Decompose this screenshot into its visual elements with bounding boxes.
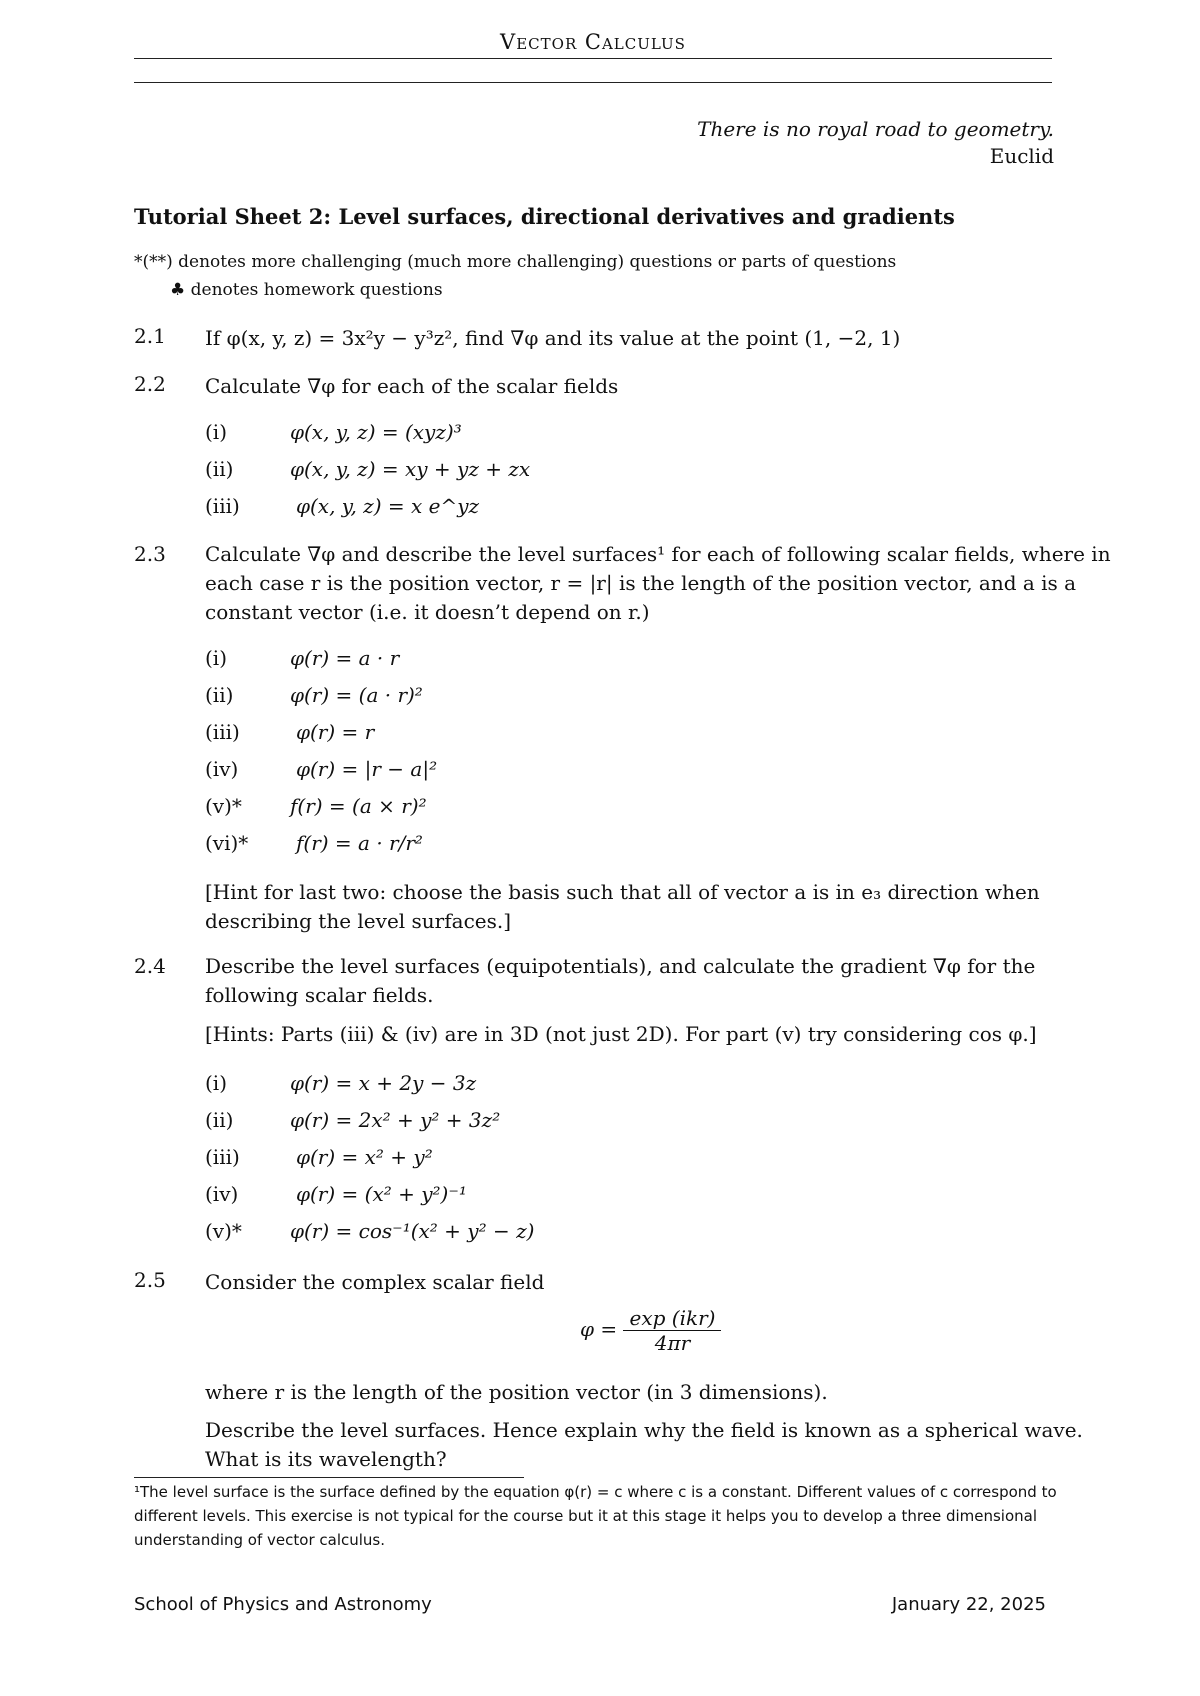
part-label: (ii) bbox=[205, 1108, 234, 1132]
legend-homework-text: denotes homework questions bbox=[190, 280, 443, 300]
question-text: Calculate ∇φ for each of the scalar fields bbox=[205, 374, 619, 398]
question-number: 2.3 bbox=[134, 542, 166, 566]
part-label: (vi)* bbox=[205, 831, 249, 855]
part-label: (iii) bbox=[205, 494, 240, 518]
part-label: (iv) bbox=[205, 1182, 239, 1206]
part-expression: φ(x, y, z) = (xyz)³ bbox=[290, 420, 462, 444]
formula-lhs: φ = bbox=[580, 1317, 618, 1341]
epigraph bbox=[697, 116, 1054, 170]
part-expression: φ(r) = r bbox=[296, 720, 375, 744]
formula-denominator: 4πr bbox=[654, 1331, 691, 1355]
part-label: (i) bbox=[205, 646, 228, 670]
part-expression: φ(r) = 2x² + y² + 3z² bbox=[290, 1108, 501, 1132]
question-number: 2.1 bbox=[134, 324, 166, 348]
part-expression: f(r) = (a × r)² bbox=[290, 794, 427, 818]
formula-fraction bbox=[623, 1306, 721, 1355]
part-label: (ii) bbox=[205, 683, 234, 707]
footnote: ¹The level surface is the surface defined by the equation φ(r) = c where c is a constant. Different values of c correspond to different levels. This exercise is not typical for the course but it at this stage it helps you to develop a three dimensional understanding of vector calculus. bbox=[134, 1483, 1057, 1549]
part-expression: φ(r) = x + 2y − 3z bbox=[290, 1071, 477, 1095]
club-icon: ♣ bbox=[170, 280, 186, 300]
question-text: Describe the level surfaces (equipotentials), and calculate the gradient ∇φ for the following scalar fields. bbox=[205, 954, 1036, 1007]
header-rule-top bbox=[134, 58, 1052, 59]
sheet-title: Tutorial Sheet 2: Level surfaces, directional derivatives and gradients bbox=[134, 204, 955, 229]
part-expression: φ(r) = cos⁻¹(x² + y² − z) bbox=[290, 1219, 535, 1243]
part-expression: φ(r) = a · r bbox=[290, 646, 400, 670]
footer-institution: School of Physics and Astronomy bbox=[134, 1594, 432, 1615]
epigraph-quote: There is no royal road to geometry. bbox=[697, 117, 1054, 141]
question-text-continued: Describe the level surfaces. Hence explain why the field is known as a spherical wave. What is its wavelength? bbox=[205, 1418, 1083, 1471]
question-text: If φ(x, y, z) = 3x²y − y³z², find ∇φ and its value at the point (1, −2, 1) bbox=[205, 326, 901, 350]
question-hint: [Hints: Parts (iii) & (iv) are in 3D (not just 2D). For part (v) try considering cos φ.] bbox=[205, 1022, 1037, 1046]
part-expression: f(r) = a · r/r² bbox=[296, 831, 423, 855]
part-expression: φ(x, y, z) = x e^yz bbox=[296, 494, 480, 518]
legend-challenging: *(**) denotes more challenging (much more challenging) questions or parts of questions bbox=[134, 252, 897, 272]
part-expression: φ(r) = (a · r)² bbox=[290, 683, 423, 707]
part-label: (i) bbox=[205, 1071, 228, 1095]
question-number: 2.4 bbox=[134, 954, 166, 978]
question-hint: [Hint for last two: choose the basis such that all of vector a is in e₃ direction when describing the level surfaces.] bbox=[205, 880, 1040, 933]
part-expression: φ(r) = x² + y² bbox=[296, 1145, 433, 1169]
question-number: 2.2 bbox=[134, 372, 166, 396]
part-label: (iii) bbox=[205, 720, 240, 744]
part-label: (iv) bbox=[205, 757, 239, 781]
part-label: (iii) bbox=[205, 1145, 240, 1169]
part-label: (v)* bbox=[205, 1219, 242, 1243]
part-expression: φ(x, y, z) = xy + yz + zx bbox=[290, 457, 531, 481]
question-number: 2.5 bbox=[134, 1268, 166, 1292]
footer-date: January 22, 2025 bbox=[891, 1594, 1046, 1615]
part-label: (i) bbox=[205, 420, 228, 444]
part-expression: φ(r) = |r − a|² bbox=[296, 757, 438, 781]
legend-homework bbox=[170, 280, 443, 300]
formula-numerator: exp (ikr) bbox=[623, 1306, 721, 1331]
spherical-wave-formula bbox=[580, 1306, 721, 1355]
footnote-rule bbox=[134, 1477, 524, 1478]
epigraph-author: Euclid bbox=[989, 144, 1054, 168]
header-rule-bottom bbox=[134, 82, 1052, 83]
question-text: Consider the complex scalar field bbox=[205, 1270, 545, 1294]
part-label: (ii) bbox=[205, 457, 234, 481]
question-text-continued: where r is the length of the position vector (in 3 dimensions). bbox=[205, 1380, 828, 1404]
running-header: Vector Calculus bbox=[500, 30, 686, 54]
question-text: Calculate ∇φ and describe the level surfaces¹ for each of following scalar fields, where in each case r is the position vector, r = |r| is the length of the position vector, and a is a constant vector (i.e. it doesn’t depend on r.) bbox=[205, 542, 1111, 624]
part-expression: φ(r) = (x² + y²)⁻¹ bbox=[296, 1182, 467, 1206]
part-label: (v)* bbox=[205, 794, 242, 818]
